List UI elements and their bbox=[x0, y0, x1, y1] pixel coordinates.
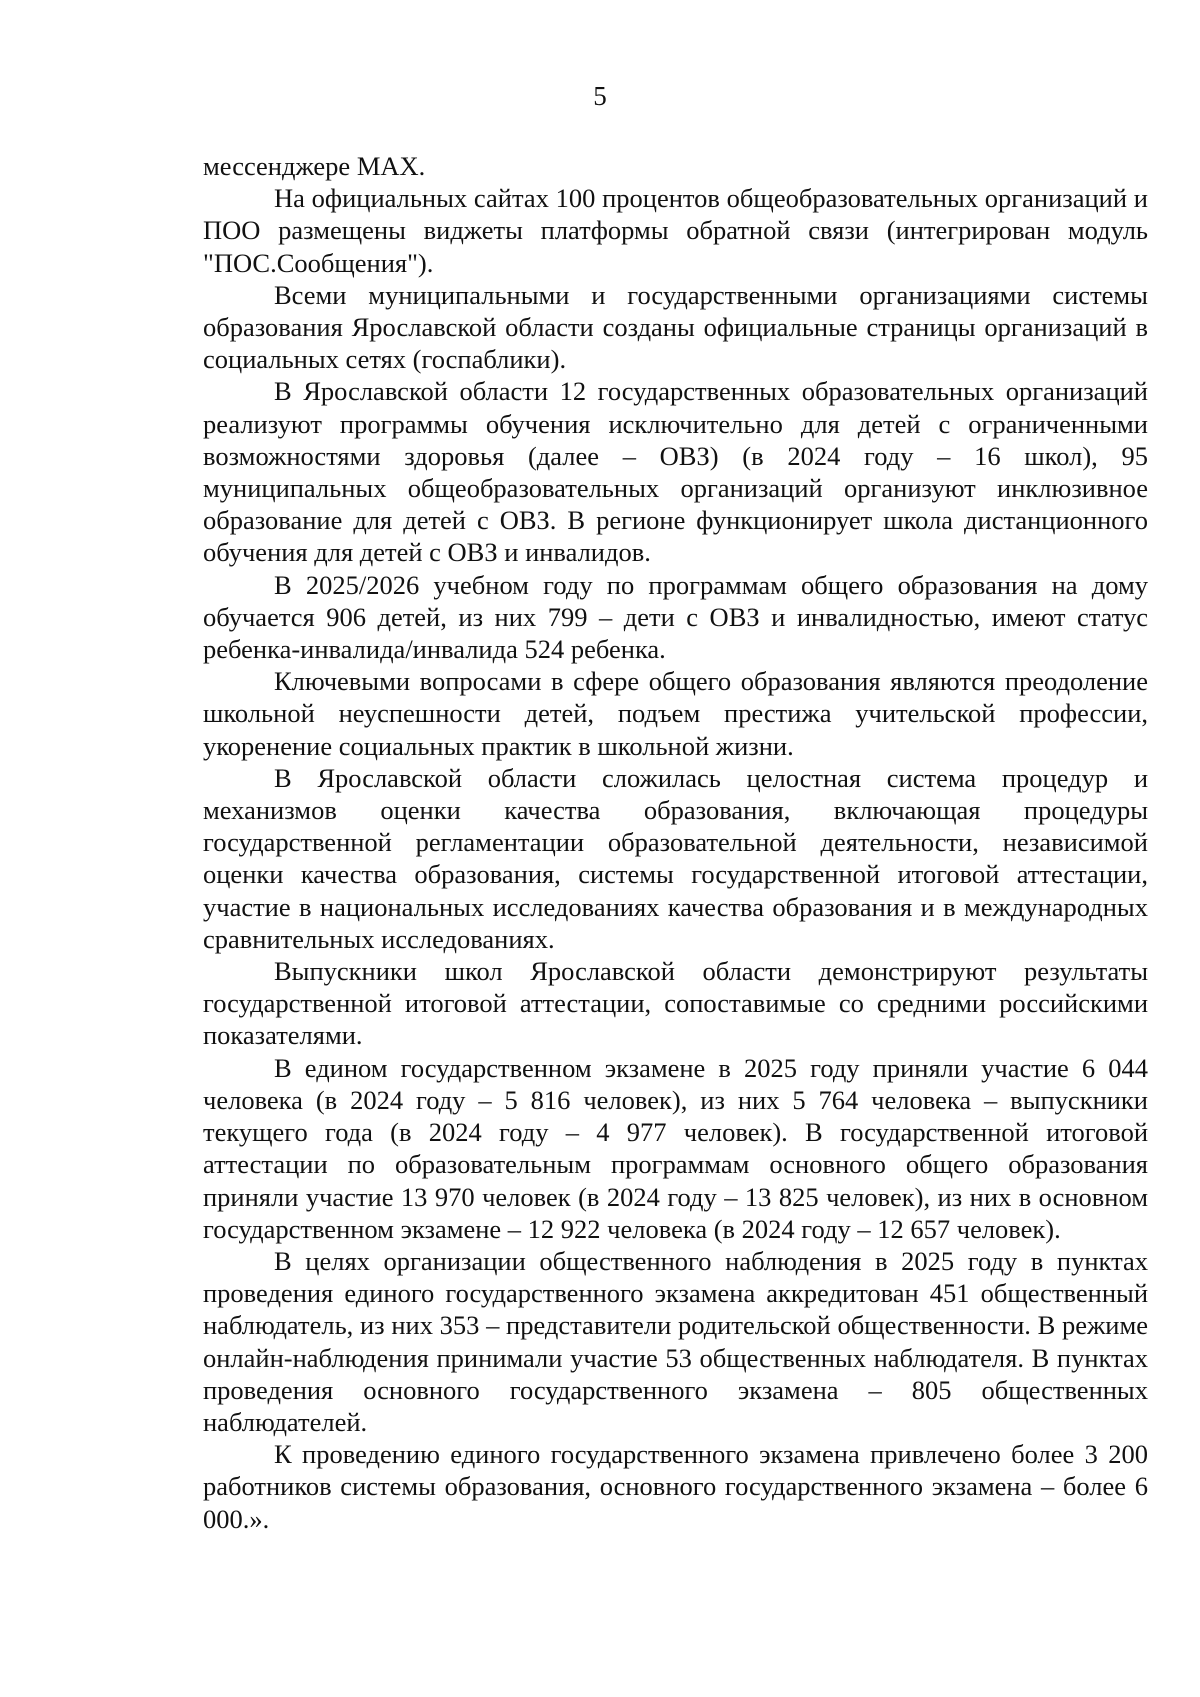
page-number: 5 bbox=[593, 81, 607, 111]
paragraph-quality-assessment: В Ярославской области сложилась целостная система процедур и механизмов оценки качества образования, включающая процедуры государственной регламентации образовательной деятельности, независимой оценки качества образования, системы государственной итоговой аттестации, участие в национальных исследованиях качества образования и в международных сравнительных исследованиях. bbox=[203, 762, 1148, 954]
paragraph-special-needs-education: В Ярославской области 12 государственных образовательных организаций реализуют программы обучения исключительно для детей с ограниченными возможностями здоровья (далее – ОВЗ) (в 2024 году – 16 школ), 95 муниципальных общеобразовательных организаций организуют инклюзивное образование для детей с ОВЗ. В регионе функционирует школа дистанционного обучения для детей с ОВЗ и инвалидов. bbox=[203, 376, 1148, 568]
paragraph-graduate-results: Выпускники школ Ярославской области демонстрируют результаты государственной итоговой аттестации, сопоставимые со средними российскими показателями. bbox=[203, 956, 1148, 1051]
paragraph-exam-participants: В едином государственном экзамене в 2025 году приняли участие 6 044 человека (в 2024 году – 5 816 человек), из них 5 764 человека – выпускники текущего года (в 2024 году – 4 977 человек). В государственной итоговой аттестации по образовательным программам основного общего образования приняли участие 13 970 человек (в 2024 году – 13 825 человек), из них в основном государственном экзамене – 12 922 человека (в 2024 году – 12 657 человек). bbox=[203, 1052, 1148, 1244]
paragraph-key-issues: Ключевыми вопросами в сфере общего образования являются преодоление школьной неуспешности детей, подъем престижа учительской профессии, укоренение социальных практик в школьной жизни. bbox=[203, 666, 1148, 761]
paragraph-continuation: мессенджере MAX. bbox=[203, 151, 426, 181]
paragraph-exam-staff: К проведению единого государственного экзамена привлечено более 3 200 работников системы образования, основного государственного экзамена – более 6 000.». bbox=[203, 1439, 1148, 1534]
paragraph-home-schooling: В 2025/2026 учебном году по программам общего образования на дому обучается 906 детей, из них 799 – дети с ОВЗ и инвалидностью, имеют статус ребенка-инвалида/инвалида 524 ребенка. bbox=[203, 569, 1148, 665]
paragraph-social-pages: Всеми муниципальными и государственными организациями системы образования Ярославской области созданы официальные страницы организаций в социальных сетях (госпаблики). bbox=[203, 279, 1148, 375]
document-body bbox=[203, 150, 1148, 1535]
paragraph-feedback-widgets: На официальных сайтах 100 процентов общеобразовательных организаций и ПОО размещены виджеты платформы обратной связи (интегрирован модуль "ПОС.Сообщения"). bbox=[203, 183, 1148, 278]
paragraph-public-observers: В целях организации общественного наблюдения в 2025 году в пунктах проведения единого государственного экзамена аккредитован 451 общественный наблюдатель, из них 353 – представители родительской общественности. В режиме онлайн-наблюдения принимали участие 53 общественных наблюдателя. В пунктах проведения основного государственного экзамена – 805 общественных наблюдателей. bbox=[203, 1245, 1148, 1437]
